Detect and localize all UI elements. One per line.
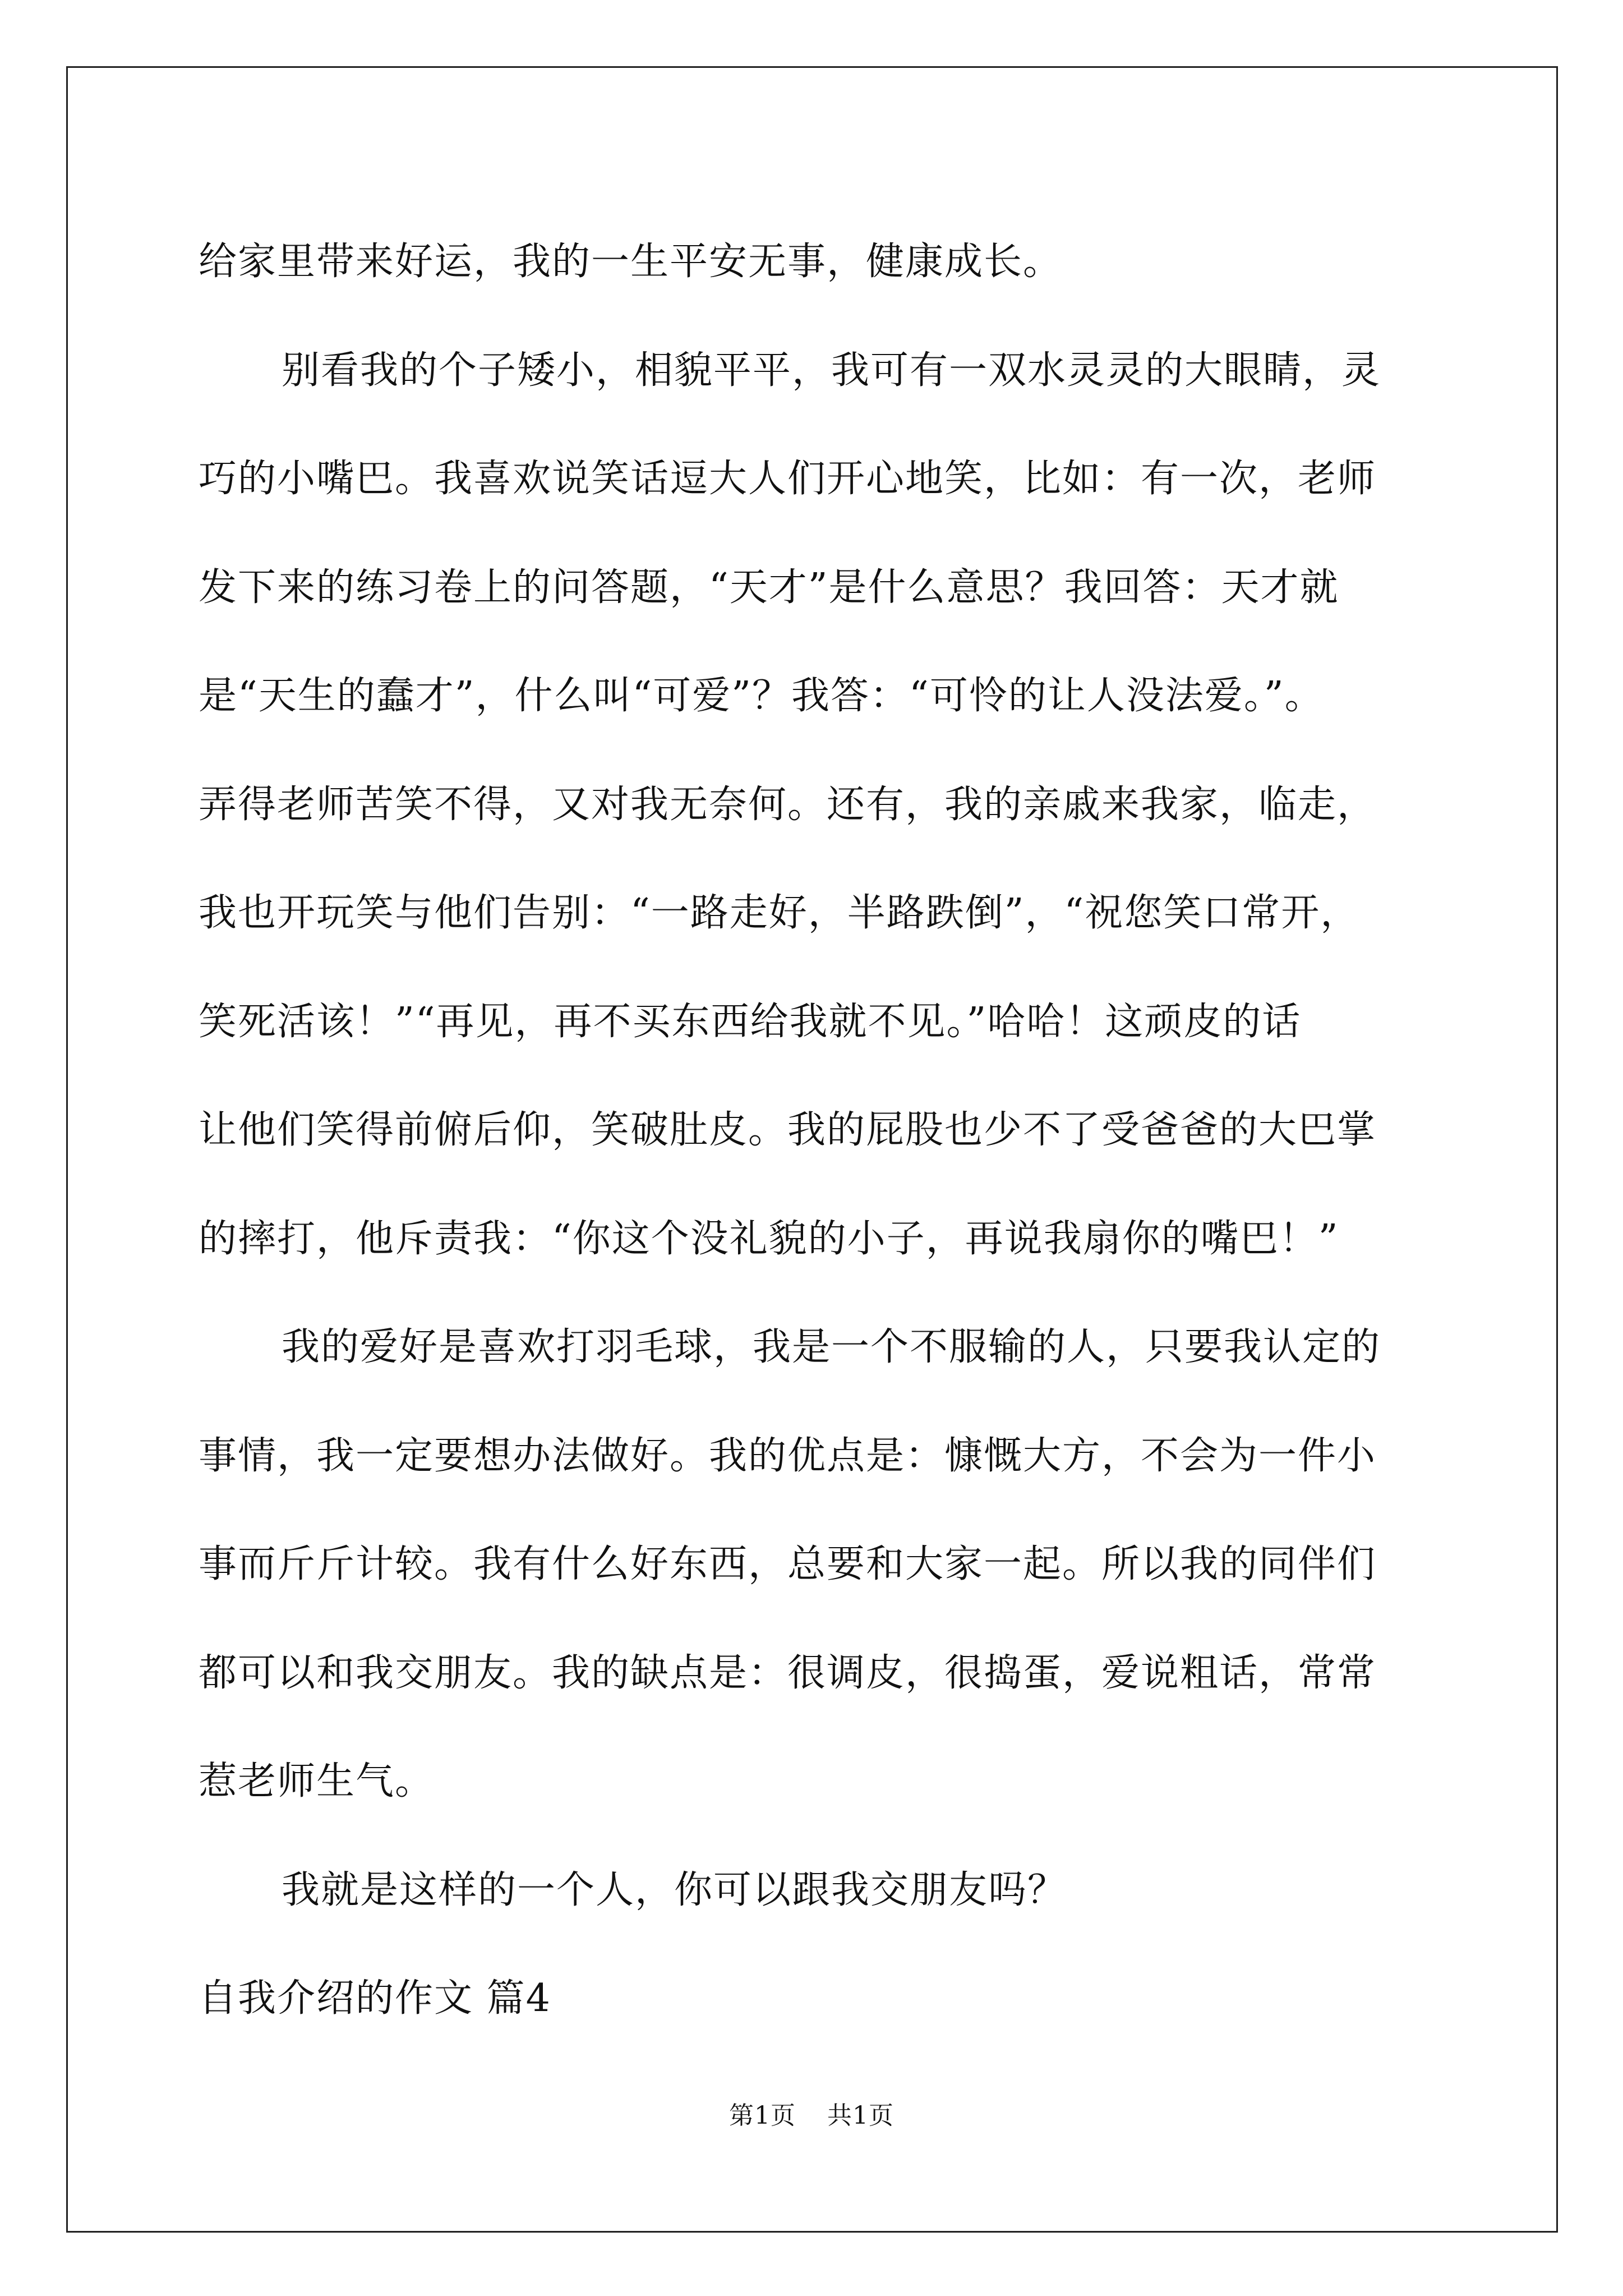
page-footer <box>0 2095 1623 2131</box>
section-heading: 自我介绍的作文 篇4 <box>199 1976 551 2021</box>
page-total: 共1页 <box>827 2101 894 2130</box>
document-body <box>199 208 1432 2053</box>
text-line: 惹老师生气。 <box>199 1759 435 1803</box>
text-line: 巧的小嘴巴。我喜欢说笑话逗大人们开心地笑，比如：有一次，老师 <box>199 457 1377 501</box>
text-line: 是“天生的蠢才”，什么叫“可爱”？我答：“可怜的让人没法爱。”。 <box>199 674 1324 718</box>
text-line: 事情，我一定要想办法做好。我的优点是：慷慨大方，不会为一件小 <box>199 1433 1377 1478</box>
text-line: 的摔打，他斥责我：“你这个没礼貌的小子，再说我扇你的嘴巴！” <box>199 1216 1339 1261</box>
text-line: 都可以和我交朋友。我的缺点是：很调皮，很捣蛋，爱说粗话，常常 <box>199 1650 1377 1695</box>
text-line: 发下来的练习卷上的问答题，“天才”是什么意思？我回答：天才就 <box>199 565 1339 610</box>
text-line: 给家里带来好运，我的一生平安无事，健康成长。 <box>199 240 1063 284</box>
text-line: 我也开玩笑与他们告别：“一路走好，半路跌倒”，“祝您笑口常开， <box>199 891 1360 935</box>
text-line: 别看我的个子矮小，相貌平平，我可有一双水灵灵的大眼睛，灵 <box>282 348 1381 393</box>
text-line: 事而斤斤计较。我有什么好东西，总要和大家一起。所以我的同伴们 <box>199 1542 1377 1586</box>
text-line: 笑死活该！”“再见，再不买东西给我就不见。”哈哈！这顽皮的话 <box>199 999 1302 1044</box>
text-line: 弄得老师苦笑不得，又对我无奈何。还有，我的亲戚来我家，临走， <box>199 782 1377 827</box>
page-number: 第1页 <box>729 2101 796 2130</box>
text-line: 让他们笑得前俯后仰，笑破肚皮。我的屁股也少不了受爸爸的大巴掌 <box>199 1108 1377 1152</box>
text-line: 我就是这样的一个人，你可以跟我交朋友吗？ <box>282 1867 1067 1912</box>
text-line: 我的爱好是喜欢打羽毛球，我是一个不服输的人，只要我认定的 <box>282 1325 1381 1369</box>
